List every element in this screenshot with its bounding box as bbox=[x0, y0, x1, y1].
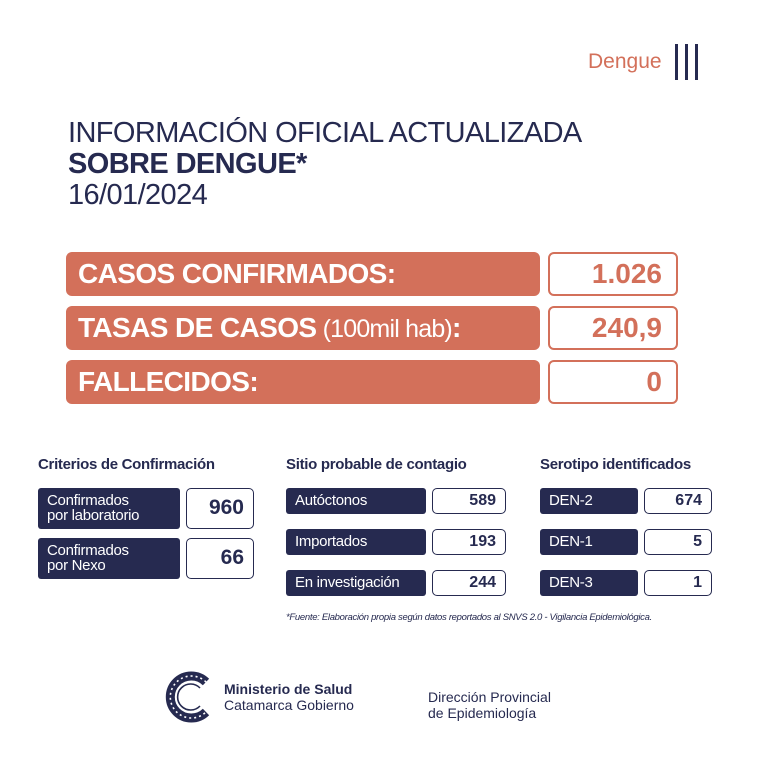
item-label-line: Confirmados bbox=[47, 542, 129, 559]
item-label-line: Confirmados bbox=[47, 492, 129, 509]
ministry-emblem-icon bbox=[162, 670, 216, 724]
stat-label-unit: (100mil hab) bbox=[316, 315, 452, 343]
stat-value: 0 bbox=[548, 360, 678, 404]
item-value: 960 bbox=[186, 488, 254, 529]
stat-label-main: TASAS DE CASOS bbox=[78, 312, 317, 343]
item-value: 193 bbox=[432, 529, 506, 555]
stat-value: 1.026 bbox=[548, 252, 678, 296]
item-label bbox=[38, 488, 180, 529]
contagion-item bbox=[286, 570, 506, 596]
item-value: 1 bbox=[644, 570, 712, 596]
item-label: DEN-2 bbox=[540, 488, 638, 514]
criteria-section bbox=[38, 456, 254, 588]
item-value: 5 bbox=[644, 529, 712, 555]
source-footnote: *Fuente: Elaboración propia según datos reportados al SNVS 2.0 - Vigilancia Epidemiológica. bbox=[286, 612, 652, 623]
stat-label: CASOS CONFIRMADOS: bbox=[66, 252, 540, 296]
serotype-title: Serotipo identificados bbox=[540, 456, 691, 473]
item-value: 66 bbox=[186, 538, 254, 579]
item-label bbox=[38, 538, 180, 579]
item-label: DEN-3 bbox=[540, 570, 638, 596]
item-label-line: por laboratorio bbox=[47, 507, 140, 524]
criteria-title: Criterios de Confirmación bbox=[38, 456, 215, 473]
directorate-line-2: de Epidemiología bbox=[428, 705, 537, 721]
stat-label bbox=[66, 306, 540, 350]
serotype-item bbox=[540, 529, 712, 555]
bars-decoration bbox=[675, 44, 698, 80]
directorate-line-1: Dirección Provincial bbox=[428, 689, 551, 705]
contagion-item bbox=[286, 488, 506, 514]
stat-label: FALLECIDOS: bbox=[66, 360, 540, 404]
contagion-title: Sitio probable de contagio bbox=[286, 456, 467, 473]
item-value: 589 bbox=[432, 488, 506, 514]
item-label: DEN-1 bbox=[540, 529, 638, 555]
contagion-item bbox=[286, 529, 506, 555]
item-value: 244 bbox=[432, 570, 506, 596]
item-value: 674 bbox=[644, 488, 712, 514]
title-line-2: SOBRE DENGUE* bbox=[68, 148, 307, 180]
directorate-name bbox=[428, 689, 551, 721]
item-label-line: por Nexo bbox=[47, 557, 106, 574]
serotype-section bbox=[540, 456, 712, 611]
page-title bbox=[68, 118, 688, 211]
stat-value: 240,9 bbox=[548, 306, 678, 350]
item-label: Autóctonos bbox=[286, 488, 426, 514]
ministry-name bbox=[224, 681, 354, 713]
stat-label-colon: : bbox=[451, 312, 461, 343]
stat-case-rate bbox=[66, 306, 678, 350]
tag-label: Dengue bbox=[588, 50, 662, 73]
stat-deaths bbox=[66, 360, 678, 404]
stat-confirmed-cases bbox=[66, 252, 678, 296]
contagion-section bbox=[286, 456, 506, 611]
serotype-item bbox=[540, 570, 712, 596]
report-date: 16/01/2024 bbox=[68, 179, 208, 211]
item-label: Importados bbox=[286, 529, 426, 555]
serotype-item bbox=[540, 488, 712, 514]
criteria-item bbox=[38, 488, 254, 529]
ministry-line-2: Catamarca Gobierno bbox=[224, 697, 354, 713]
item-label: En investigación bbox=[286, 570, 426, 596]
section-tag bbox=[588, 44, 698, 80]
criteria-item bbox=[38, 538, 254, 579]
ministry-line-1: Ministerio de Salud bbox=[224, 681, 353, 697]
title-line-1: INFORMACIÓN OFICIAL ACTUALIZADA bbox=[68, 117, 582, 149]
ministry-logo bbox=[162, 670, 354, 724]
